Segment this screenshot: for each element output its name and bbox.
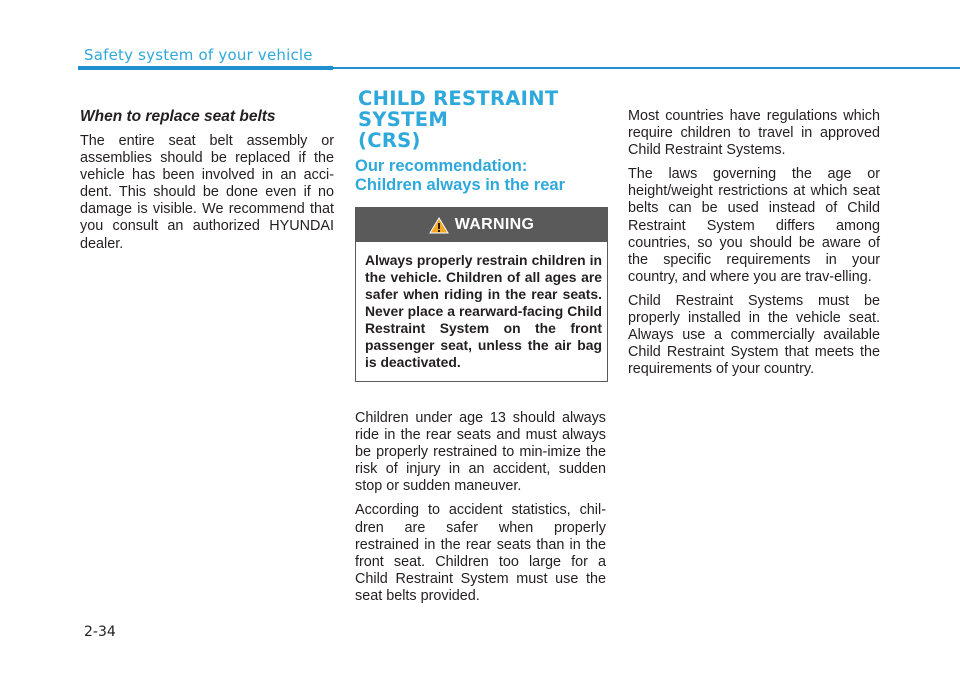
warning-header xyxy=(356,208,607,242)
warning-triangle-icon xyxy=(429,217,449,234)
children-under-13-paragraph: Children under age 13 should always ride in the rear seats and must always be properly restrained to min-imize the risk of injury in an accident, sudden stop or sudden maneuver. xyxy=(355,410,606,495)
replace-seat-belts-heading: When to replace seat belts xyxy=(80,108,276,125)
recommendation-heading xyxy=(355,157,606,195)
column-left xyxy=(80,108,334,260)
replace-seat-belts-paragraph: The entire seat belt assembly or assemblies should be replaced if the vehicle has been involved in an acci-dent. This should be done even if no damage is visible. We recommend that you consult an authorized HYUNDAI dealer. xyxy=(80,133,334,252)
section-title: Safety system of your vehicle xyxy=(84,46,313,64)
crs-heading xyxy=(358,88,606,151)
warning-box xyxy=(355,207,608,382)
header-rule-thick xyxy=(78,66,333,70)
recommendation-heading-line2: Children always in the rear xyxy=(355,176,565,194)
column-right xyxy=(628,108,880,385)
column-middle xyxy=(355,88,606,612)
crs-heading-line2: (CRS) xyxy=(358,129,421,152)
page-number: 2-34 xyxy=(84,624,116,640)
recommendation-heading-line1: Our recommendation: xyxy=(355,157,528,175)
warning-title: WARNING xyxy=(454,216,535,233)
crs-heading-line1: CHILD RESTRAINT SYSTEM xyxy=(358,87,559,131)
installation-paragraph: Child Restraint Systems must be properly installed in the vehicle seat. Always use a commercially available Child Restraint System that meets the requirements of your country. xyxy=(628,292,880,378)
regulations-paragraph: Most countries have regulations which require children to travel in approved Child Restraint Systems. xyxy=(628,108,880,159)
header-rule-thin xyxy=(333,67,960,69)
laws-paragraph: The laws governing the age or height/weight restrictions at which seat belts can be used instead of Child Restraint System differs among countries, so you should be aware of the specific requirements in your country, and where you are trav-elling. xyxy=(628,166,880,285)
accident-statistics-paragraph: According to accident statistics, chil-dren are safer when properly restrained in the rear seats than in the front seat. Children too large for a Child Restraint System must use the seat belts provided. xyxy=(355,502,606,604)
warning-text: Always properly restrain children in the vehicle. Children of all ages are safer when riding in the rear seats. Never place a rearward-facing Child Restraint System on the front passenger seat, unless the air bag is deactivated. xyxy=(365,252,602,370)
